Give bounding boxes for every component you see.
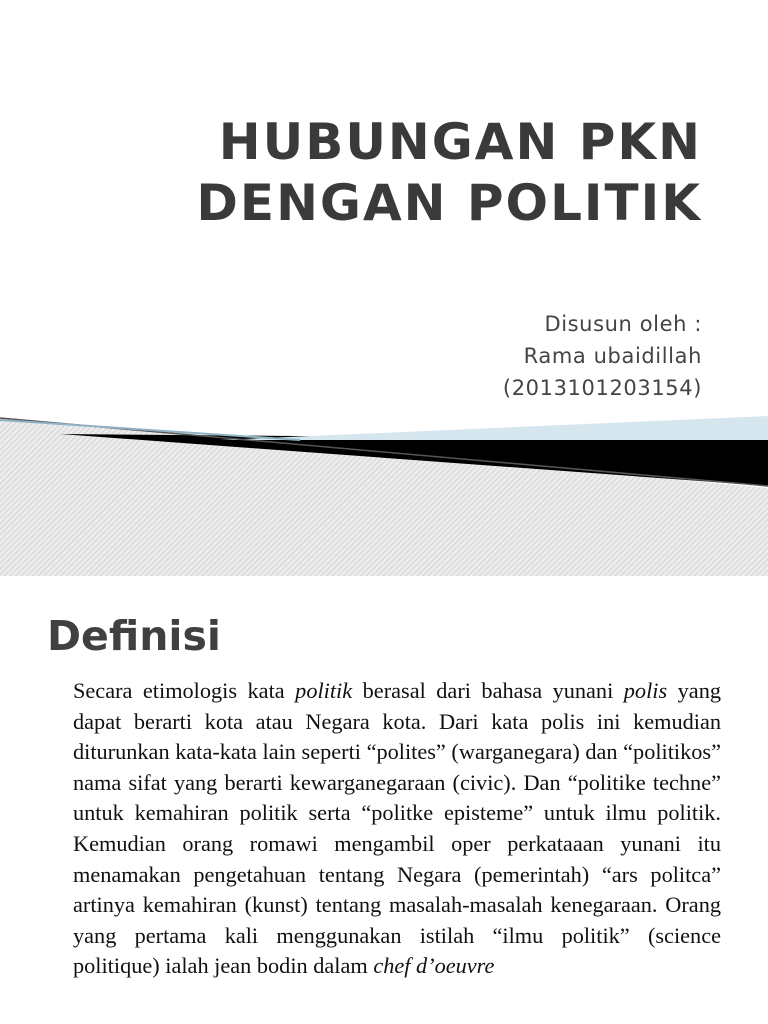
slide-title-line-2: DENGAN POLITIK <box>196 174 702 232</box>
author-label: Disusun oleh : <box>544 312 702 336</box>
slide-title <box>62 112 702 234</box>
definition-paragraph <box>73 676 721 982</box>
paragraph-text-1: Secara etimologis kata <box>73 678 296 703</box>
student-id: (2013101203154) <box>502 376 702 400</box>
paragraph-text-2: berasal dari bahasa yunani <box>352 678 624 703</box>
paragraph-text-3: yang dapat berarti kota atau Negara kota. Dari kata polis ini kemudian diturunkan kata-kata lain seperti “polites” (warganegara) dan “politikos” nama sifat yang berarti kewarganegaraan (civic). Dan “politike techne” untuk kemahiran politik serta “politke episteme” untuk ilmu politik. Kemudian orang romawi mengambil oper perkataaan yunani itu menamakan pengetahuan tentang Negara (pemerintah) “ars politca” artinya kemahiran (kunst) tentang masalah-masalah kenegaraan. Orang yang pertama kali menggunakan istilah “ilmu politik” (science politique) ialah jean bodin dalam <box>73 678 721 979</box>
decorative-band <box>0 410 768 576</box>
definition-slide <box>0 576 768 1024</box>
slide-subtitle <box>302 308 702 404</box>
slide-heading: Definisi <box>47 612 221 660</box>
paragraph-italic-chef: chef d’oeuvre <box>373 953 495 979</box>
slide-title-line-1: HUBUNGAN PKN <box>218 113 702 171</box>
paragraph-italic-politik: politik <box>295 678 353 703</box>
paragraph-italic-polis: polis <box>623 678 668 703</box>
author-name: Rama ubaidillah <box>523 344 702 368</box>
